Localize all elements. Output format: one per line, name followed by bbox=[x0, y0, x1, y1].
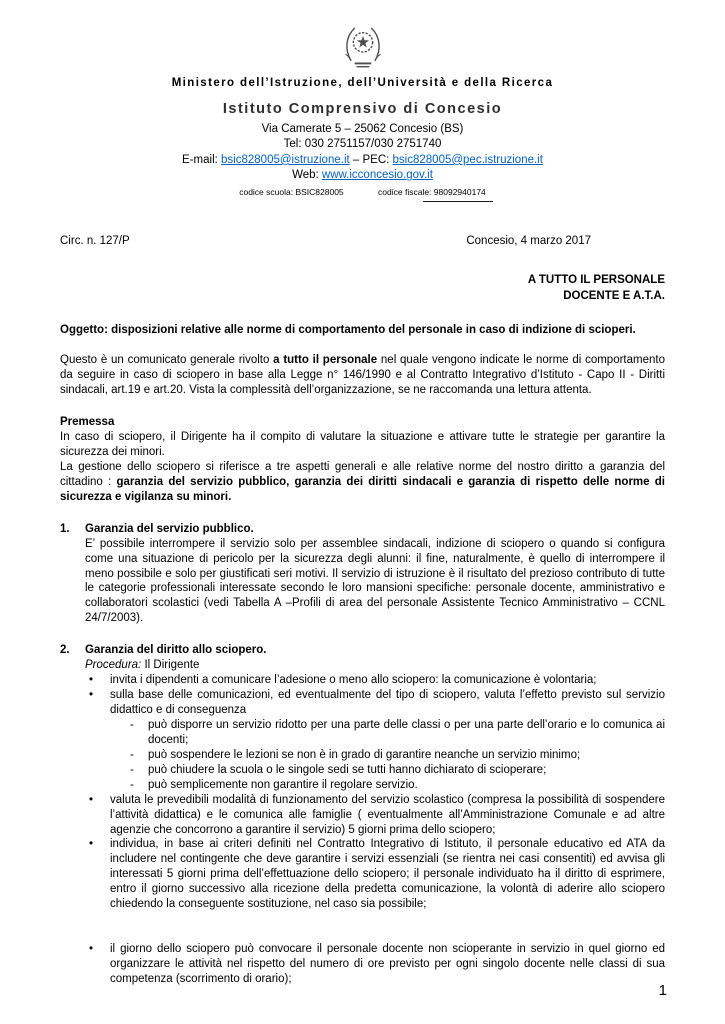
sub-list-item bbox=[85, 778, 665, 793]
email-link[interactable]: bsic828005@istruzione.it bbox=[221, 153, 350, 166]
dash-icon: - bbox=[130, 778, 134, 791]
recipients-block bbox=[60, 273, 665, 304]
premessa-title: Premessa bbox=[60, 416, 115, 429]
dash-icon: - bbox=[130, 763, 134, 776]
list-item bbox=[85, 793, 665, 838]
intro-text-2: nel quale vengono indicate le norme di comportamento da seguire in caso di sciopero in base alla Legge n° 146/1990 e al Contratto Integrativo d’Istituto - Capo II - Diritti sindacali, art.19 e art.20. Vista la complessità dell’organizzazione, se ne raccomanda una lettura attenta. bbox=[60, 354, 665, 397]
email-line bbox=[60, 153, 665, 169]
list-item bbox=[85, 942, 665, 987]
sub-list-item-text: può disporre un servizio ridotto per una parte delle classi o per una parte dell’orario e lo comunica ai docenti; bbox=[148, 718, 665, 746]
school-phone: Tel: 030 2751157/030 2751740 bbox=[283, 138, 442, 151]
sub-list-item bbox=[85, 718, 665, 748]
sub-list-item-text: può sospendere le lezioni se non è in grado di garantire neanche un servizio minimo; bbox=[148, 748, 581, 761]
web-label: Web: bbox=[292, 169, 322, 182]
bullet-icon: • bbox=[89, 689, 94, 702]
section-1-number: 1. bbox=[60, 522, 70, 535]
ministry-title: Ministero dell’Istruzione, dell’Università e della Ricerca bbox=[171, 77, 554, 89]
list-item bbox=[85, 688, 665, 718]
pec-label: – PEC: bbox=[349, 153, 393, 166]
codes-line bbox=[60, 187, 665, 198]
web-line bbox=[60, 168, 665, 184]
website-link[interactable]: www.icconcesio.gov.it bbox=[321, 169, 433, 182]
sub-list-item-text: può chiudere la scuola o le singole sedi se tutti hanno dichiarato di scioperare; bbox=[148, 763, 547, 776]
section-2-number: 2. bbox=[60, 644, 70, 657]
premessa-text: La gestione dello sciopero si riferisce a tre aspetti generali e alle relative norme del nostro diritto a garanzia del cittadino : bbox=[60, 460, 665, 488]
sub-list-item bbox=[85, 748, 665, 763]
bullet-icon: • bbox=[89, 943, 94, 956]
list-item-text: il giorno dello sciopero può convocare il personale docente non scioperante in servizio in quel giorno ed organizzare le attività nel rispetto del numero di ore previsto per ogni singolo docente nelle classi di sua competenza (scorrimento di orario); bbox=[110, 943, 665, 986]
dash-icon: - bbox=[130, 718, 134, 731]
list-item-text: individua, in base ai criteri definiti nel Contratto Integrativo di Istituto, il personale educativo ed ATA da includere nel contingente che deve garantire i servizi essenziali (se rientra nei casi consentiti) ed avvisa gli interessati 5 giorni prima dell’effettuazione dello sciopero; il personale individuato ha il diritto di esprimere, entro il giorno successivo alla ricezione della predetta comunicazione, la volontà di aderire allo sciopero chiedendo la conseguente sostituzione, nel caso sia possibile; bbox=[110, 838, 665, 911]
premessa-paragraph-1: In caso di sciopero, il Dirigente ha il compito di valutare la situazione e attivare tutte le strategie per garantire la sicurezza dei minori. bbox=[60, 431, 665, 458]
bullet-icon: • bbox=[89, 838, 94, 851]
page-number: 1 bbox=[658, 981, 667, 999]
intro-text-bold: a tutto il personale bbox=[273, 354, 378, 367]
circular-number: Circ. n. 127/P bbox=[60, 235, 130, 248]
section-1 bbox=[60, 522, 665, 627]
intro-paragraph bbox=[60, 353, 665, 398]
procedura-label: Procedura: bbox=[85, 659, 142, 672]
intro-text-1: Questo è un comunicato generale rivolto bbox=[60, 354, 274, 367]
fiscal-code: codice fiscale: 98092940174 bbox=[378, 186, 486, 197]
meta-row bbox=[60, 234, 665, 249]
section-2 bbox=[60, 643, 665, 987]
list-item bbox=[85, 837, 665, 912]
document-date: Concesio, 4 marzo 2017 bbox=[466, 235, 591, 248]
emblem-wrap bbox=[60, 22, 665, 70]
list-item-text: sulla base delle comunicazioni, ed eventualmente del tipo di sciopero, valuta l’effetto previsto sul servizio didattico e di conseguenza bbox=[110, 689, 665, 717]
school-address: Via Camerate 5 – 25062 Concesio (BS) bbox=[261, 122, 464, 135]
section-1-title: Garanzia del servizio pubblico. bbox=[85, 522, 254, 535]
dash-icon: - bbox=[130, 748, 134, 761]
subject-line: Oggetto: disposizioni relative alle norme di comportamento del personale in caso di indizione di scioperi. bbox=[60, 324, 636, 337]
list-item-text: invita i dipendenti a comunicare l’adesione o meno allo sciopero: la comunicazione è volontaria; bbox=[110, 674, 597, 687]
premessa-paragraph-2 bbox=[60, 460, 665, 505]
list-item bbox=[85, 673, 665, 688]
sub-list-item bbox=[85, 763, 665, 778]
pec-link[interactable]: bsic828005@pec.istruzione.it bbox=[392, 153, 543, 166]
email-label: E-mail: bbox=[182, 153, 222, 166]
procedura-line bbox=[85, 658, 665, 673]
section-2-title: Garanzia del diritto allo sciopero. bbox=[85, 644, 267, 657]
school-code: codice scuola: BSIC828005 bbox=[239, 186, 344, 197]
premessa-section bbox=[60, 415, 665, 505]
recipient-line-2: DOCENTE E A.T.A. bbox=[563, 289, 665, 302]
section-1-body: E’ possibile interrompere il servizio solo per assemblee sindacali, indizione di sciopero o quando si configura come una situazione di pericolo per la sicurezza degli alunni: il fine, naturalmente, è quello di interrompere il meno possibile e solo per giustificati seri motivi. Il servizio di istruzione è il risultato del prezioso contributo di tutte le categorie professionali interessate secondo le loro mansioni specifiche: personale docente, amministrativo e collaboratori scolastici (vedi Tabella A –Profili di area del personale Assistente Tecnico Amministrativo – CCNL 24/7/2003). bbox=[85, 537, 665, 625]
list-item-text: valuta le prevedibili modalità di funzionamento del servizio scolastico (compresa la possibilità di sospendere l’attività didattica) e le comunica alle famiglie ( eventualmente all’Amministrazione Comunale e ad altre agenzie che concorrono a garantire il servizio) 5 giorni prima dello sciopero; bbox=[110, 793, 665, 836]
bullet-icon: • bbox=[89, 674, 94, 687]
premessa-text-bold: garanzia del servizio pubblico, garanzia dei diritti sindacali e garanzia di rispetto delle norme di sicurezza e vigilanza su minori. bbox=[60, 475, 665, 503]
school-name: Istituto Comprensivo di Concesio bbox=[222, 100, 503, 117]
bullet-icon: • bbox=[89, 793, 94, 806]
letterhead bbox=[60, 22, 665, 202]
recipient-line-1: A TUTTO IL PERSONALE bbox=[527, 274, 665, 287]
procedura-text: Il Dirigente bbox=[141, 659, 200, 672]
sub-list-item-text: può semplicemente non garantire il regolare servizio. bbox=[148, 778, 418, 791]
document-body bbox=[60, 234, 665, 987]
header-divider bbox=[423, 201, 493, 203]
italy-emblem-icon bbox=[340, 22, 386, 70]
